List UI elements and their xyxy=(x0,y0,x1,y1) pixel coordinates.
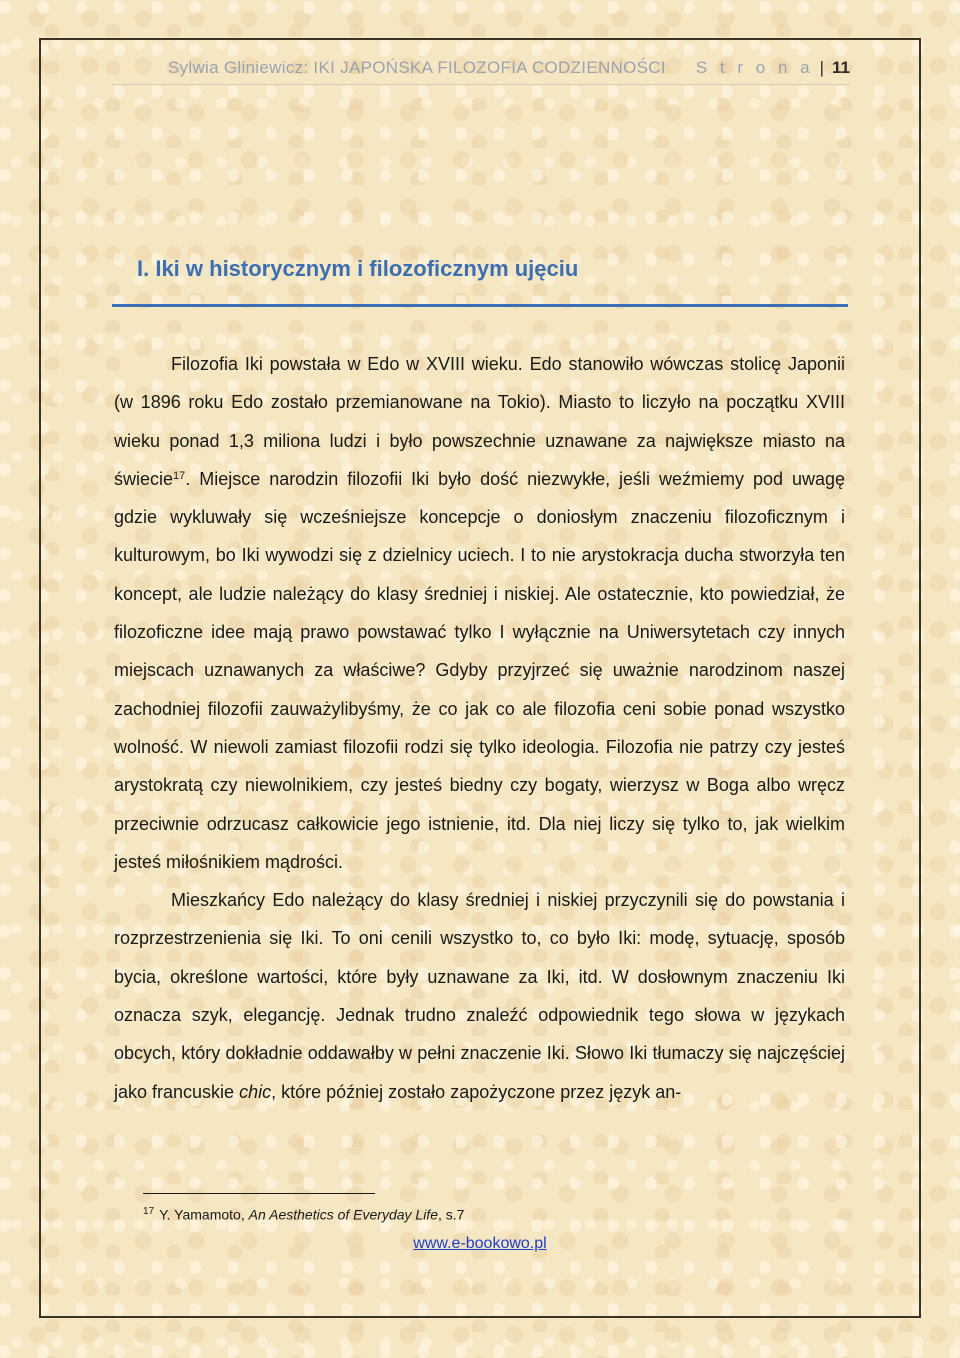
heading-underline xyxy=(112,304,848,307)
section-heading: I. Iki w historycznym i filozoficznym ujęciu xyxy=(137,256,579,281)
page-number: 11 xyxy=(832,58,850,77)
header-page-label: S t r o n a xyxy=(695,58,814,77)
paragraph-2 xyxy=(114,881,845,1111)
footnote-author: Y. Yamamoto, xyxy=(159,1206,245,1223)
header-author-title: Sylwia Gliniewicz: IKI JAPOŃSKA FILOZOFIA CODZIENNOŚCI xyxy=(167,58,666,77)
footnote-number: 17 xyxy=(143,1206,155,1217)
paragraph-1-text: Filozofia Iki powstała w Edo w XVIII wieku. Edo stanowiło wówczas stolicę Japonii (w 1896 roku Edo zostało przemianowane na Tokio). Miasto to liczyło na początku XVIII wieku ponad 1,3 miliona ludzi i było powszechnie uznawane za największe miasto na świecie xyxy=(114,354,845,489)
footnote-title: An Aesthetics of Everyday Life xyxy=(248,1206,438,1223)
paragraph-1-text-continued: . Miejsce narodzin filozofii Iki było dość niezwykłe, jeśli weźmiemy pod uwagę gdzie wykluwały się wcześniejsze koncepcje o doniosłym znaczeniu filozoficznym i kulturowym, bo Iki wywodzi się z dzielnicy uciech. I to nie arystokracja ducha stworzyła ten koncept, ale ludzie należący do klasy średniej i niskiej. Ale ostatecznie, kto powiedział, że filozoficzne idee mają prawo powstawać tylko I wyłącznie na Uniwersytetach czy innych miejscach uznawanych za właściwe? Gdyby przyjrzeć się uważnie narodzinom naszej zachodniej filozofii zauważylibyśmy, że co jak co ale filozofia ceni sobie ponad wszystko wolność. W niewoli zamiast filozofii rodzi się tylko ideologia. Filozofia nie patrzy czy jesteś arystokratą czy niewolnikiem, czy jesteś biedny czy bogaty, wierzysz w Boga albo wręcz przeciwnie odrzucasz całkowicie jego istnienie, itd. Dla niej liczy się tylko to, jak wielkim jesteś miłośnikiem mądrości. xyxy=(114,468,845,872)
header-separator: | xyxy=(819,58,825,77)
footnote-separator xyxy=(143,1193,375,1194)
footer-website-link[interactable]: www.e-bookowo.pl xyxy=(413,1235,547,1252)
paragraph-2-text: Mieszkańcy Edo należący do klasy średniej i niskiej przyczynili się do powstania i rozprzestrzenienia się Iki. To oni cenili wszystko to, co było Iki: modę, sytuację, sposób bycia, określone wartości, które były uznawane za Iki, itd. W dosłownym znaczeniu Iki oznacza szyk, elegancję. Jednak trudno znaleźć odpowiednik tego słowa w językach obcych, który dokładnie oddawałby w pełni znaczenie Iki. Słowo Iki tłumaczy się najczęściej jako francuskie xyxy=(114,890,845,1102)
header-rule xyxy=(112,84,850,85)
running-header xyxy=(112,58,850,78)
paragraph-2-text-continued: , które później zostało zapożyczone przez język an- xyxy=(271,1081,682,1102)
body-text xyxy=(114,345,845,1111)
footnote-reference[interactable]: 17 xyxy=(173,469,186,482)
footnote xyxy=(143,1206,464,1223)
footnote-page: , s.7 xyxy=(437,1206,465,1223)
italic-term: chic xyxy=(239,1081,272,1102)
paragraph-1 xyxy=(114,345,845,881)
